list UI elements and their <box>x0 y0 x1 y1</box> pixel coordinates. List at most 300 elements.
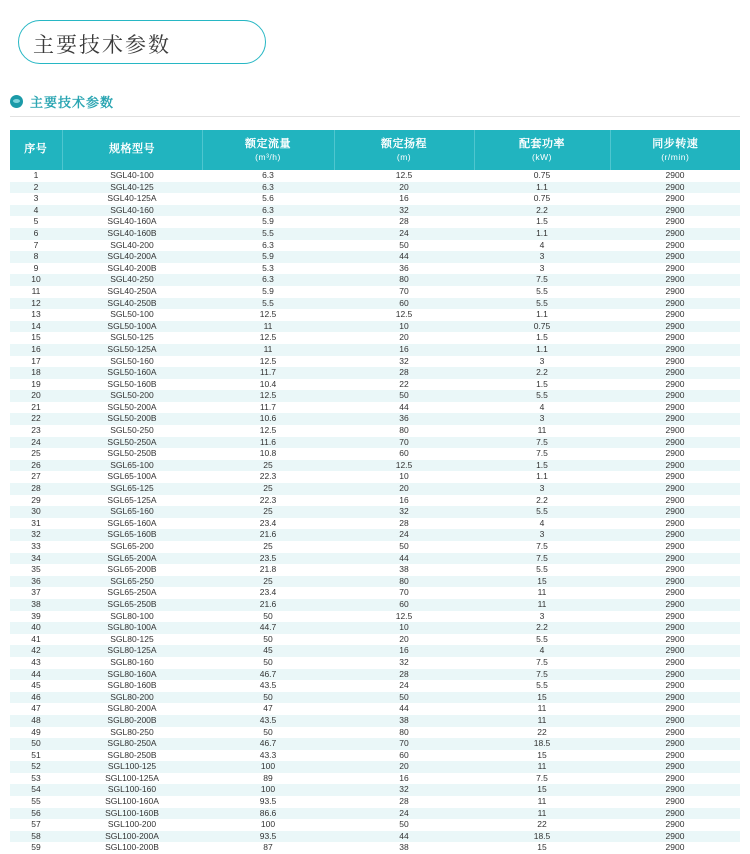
table-cell: 12.5 <box>395 459 413 470</box>
table-cell: SGL50-250 <box>110 425 154 436</box>
table-cell: 0.75 <box>533 193 551 204</box>
table-cell: 38 <box>399 842 409 853</box>
table-cell: 100 <box>260 784 276 795</box>
table-cell: 2900 <box>665 239 685 250</box>
table-row <box>10 471 740 483</box>
heading-divider <box>10 116 740 117</box>
table-row <box>10 842 740 854</box>
table-cell: 3 <box>539 483 545 494</box>
table-cell: 24 <box>31 436 41 447</box>
table-cell: 28 <box>399 367 409 378</box>
table-cell: 87 <box>263 842 273 853</box>
table-cell: 57 <box>31 819 41 830</box>
column-header-model-label: 规格型号 <box>109 143 155 156</box>
table-cell: 16 <box>399 645 409 656</box>
table-cell: 11 <box>263 343 273 354</box>
table-row <box>10 576 740 588</box>
table-cell: 22 <box>537 819 547 830</box>
table-cell: 36 <box>31 575 41 586</box>
table-row <box>10 413 740 425</box>
table-cell: 58 <box>31 830 41 841</box>
table-cell: 2900 <box>665 425 685 436</box>
table-cell: 2900 <box>665 656 685 667</box>
table-cell: 11 <box>537 807 547 818</box>
table-cell: 2900 <box>665 622 685 633</box>
table-row <box>10 657 740 669</box>
table-cell: SGL65-200 <box>110 541 154 551</box>
table-cell: 50 <box>263 633 273 644</box>
table-cell: 43 <box>31 656 41 667</box>
table-cell: 11 <box>537 703 547 714</box>
table-cell: SGL80-100A <box>107 622 157 633</box>
table-cell: 38 <box>399 564 409 575</box>
table-cell: 19 <box>31 378 41 389</box>
table-cell: 1 <box>33 170 39 180</box>
table-cell: 3 <box>539 413 545 424</box>
table-row <box>10 692 740 704</box>
table-header <box>10 130 740 170</box>
table-cell: SGL100-125A <box>105 772 159 783</box>
table-cell: 22.3 <box>259 494 277 505</box>
table-cell: 5.6 <box>262 193 274 204</box>
table-cell: 30 <box>31 506 41 517</box>
table-cell: 26 <box>31 459 41 470</box>
table-cell: 46 <box>31 691 41 702</box>
table-row <box>10 367 740 379</box>
column-header-power <box>474 130 610 170</box>
table-cell: 2900 <box>665 691 685 702</box>
table-cell: SGL50-160 <box>110 355 154 366</box>
table-cell: 50 <box>399 541 409 551</box>
table-cell: 3 <box>539 529 545 540</box>
table-cell: SGL65-100A <box>107 471 157 482</box>
table-cell: 4 <box>539 517 545 528</box>
table-cell: 11.7 <box>260 367 276 378</box>
table-row <box>10 263 740 275</box>
table-cell: 10.4 <box>259 378 277 389</box>
table-cell: 7.5 <box>536 668 548 679</box>
table-row <box>10 738 740 750</box>
table-cell: 5.5 <box>536 633 548 644</box>
table-cell: 32 <box>31 529 41 540</box>
table-row <box>10 483 740 495</box>
table-cell: 28 <box>399 668 409 679</box>
table-cell: 21.6 <box>259 529 277 540</box>
table-cell: 2 <box>33 181 39 192</box>
table-cell: 7.5 <box>536 448 548 459</box>
table-cell: 44 <box>399 830 409 841</box>
table-cell: 4 <box>539 401 545 412</box>
table-cell: 70 <box>399 436 409 447</box>
table-cell: 46.7 <box>259 668 277 679</box>
table-cell: SGL80-250B <box>107 749 157 760</box>
table-cell: 34 <box>31 552 41 563</box>
table-cell: 2900 <box>665 332 685 343</box>
table-cell: 2900 <box>665 587 685 598</box>
table-cell: 20 <box>399 483 409 494</box>
table-cell: 46.7 <box>259 738 277 749</box>
table-cell: 16 <box>399 343 409 354</box>
table-cell: 2900 <box>665 610 685 621</box>
table-cell: 3 <box>33 193 39 204</box>
table-cell: 70 <box>399 285 409 296</box>
table-row <box>10 425 740 437</box>
table-cell: 7.5 <box>536 541 548 551</box>
table-cell: 2900 <box>665 285 685 296</box>
table-cell: 42 <box>31 645 41 656</box>
table-row <box>10 228 740 240</box>
table-row <box>10 564 740 576</box>
table-cell: 17 <box>31 355 41 366</box>
table-cell: SGL100-160 <box>107 784 157 795</box>
table-cell: SGL50-250B <box>107 448 157 459</box>
table-cell: 7.5 <box>536 552 548 563</box>
table-cell: 40 <box>31 622 41 633</box>
table-cell: SGL65-160 <box>110 506 154 517</box>
table-cell: 25 <box>263 575 273 586</box>
table-cell: 15 <box>537 749 547 760</box>
table-cell: 2900 <box>665 703 685 714</box>
table-cell: SGL65-160A <box>107 517 157 528</box>
table-cell: 51 <box>31 749 41 760</box>
table-row <box>10 715 740 727</box>
table-cell: 11 <box>537 714 547 725</box>
section-heading <box>10 92 114 111</box>
table-cell: 11 <box>31 285 41 296</box>
table-cell: SGL100-160B <box>105 807 159 818</box>
table-cell: 16 <box>31 343 41 354</box>
table-cell: 16 <box>399 193 409 204</box>
table-cell: 2900 <box>665 714 685 725</box>
table-cell: 12.5 <box>259 355 277 366</box>
table-cell: 47 <box>263 703 273 714</box>
table-cell: 41 <box>31 633 41 644</box>
table-row <box>10 831 740 843</box>
table-cell: 5.9 <box>262 285 274 296</box>
table-cell: 0.75 <box>533 170 551 180</box>
table-header-row <box>10 130 740 170</box>
table-cell: 10 <box>31 274 41 285</box>
table-cell: 5.5 <box>536 297 548 308</box>
page-title-pill <box>18 20 266 64</box>
table-cell: 93.5 <box>259 796 277 807</box>
table-cell: 7.5 <box>536 274 548 285</box>
table-cell: 2900 <box>665 796 685 807</box>
table-cell: 6.3 <box>262 274 274 285</box>
column-header-flow-unit: (m³/h) <box>255 151 281 162</box>
table-cell: 15 <box>31 332 41 343</box>
table-cell: 12 <box>31 297 41 308</box>
table-cell: 12.5 <box>259 425 277 436</box>
table-cell: 27 <box>31 471 41 482</box>
table-row <box>10 553 740 565</box>
table-cell: 2900 <box>665 726 685 737</box>
table-cell: SGL40-160B <box>107 227 157 238</box>
table-cell: SGL50-200A <box>107 401 157 412</box>
table-cell: 12.5 <box>395 309 413 320</box>
table-cell: SGL100-200A <box>105 830 159 841</box>
table-cell: 2900 <box>665 448 685 459</box>
table-cell: 37 <box>31 587 41 598</box>
table-cell: 5.5 <box>536 285 548 296</box>
table-row <box>10 402 740 414</box>
table-cell: 32 <box>399 204 409 215</box>
table-cell: 1.5 <box>536 459 548 470</box>
table-cell: SGL65-200A <box>107 552 157 563</box>
table-row <box>10 611 740 623</box>
table-cell: SGL65-125A <box>107 494 157 505</box>
table-cell: 2900 <box>665 401 685 412</box>
spec-table-container <box>10 130 740 854</box>
table-row <box>10 587 740 599</box>
table-cell: 44 <box>399 401 409 412</box>
table-cell: 48 <box>31 714 41 725</box>
table-cell: 60 <box>399 448 409 459</box>
table-cell: SGL50-100A <box>107 320 157 331</box>
table-cell: 23 <box>31 425 41 436</box>
table-cell: 38 <box>31 598 41 609</box>
table-cell: 2900 <box>665 668 685 679</box>
table-cell: 32 <box>399 355 409 366</box>
table-cell: SGL50-160B <box>107 378 157 389</box>
table-cell: SGL40-100 <box>110 170 154 180</box>
table-cell: 12.5 <box>259 309 277 320</box>
table-cell: 6.3 <box>262 181 274 192</box>
column-header-index-label: 序号 <box>24 143 48 156</box>
table-cell: 16 <box>399 494 409 505</box>
table-cell: SGL50-125 <box>110 332 154 343</box>
table-cell: 11 <box>537 796 547 807</box>
column-header-head-unit: (m) <box>396 151 412 162</box>
table-cell: 5.3 <box>262 262 274 273</box>
table-cell: 5.5 <box>536 390 548 401</box>
table-cell: SGL80-250 <box>110 726 154 737</box>
table-cell: 2900 <box>665 575 685 586</box>
table-row <box>10 622 740 634</box>
table-cell: 22.3 <box>259 471 277 482</box>
table-cell: 5.5 <box>536 680 548 691</box>
table-row <box>10 506 740 518</box>
column-header-flow-label: 额定流量 <box>245 137 291 150</box>
table-cell: 12.5 <box>259 332 277 343</box>
table-cell: SGL80-200A <box>107 703 157 714</box>
table-cell: 80 <box>399 726 409 737</box>
table-cell: 55 <box>31 796 41 807</box>
table-cell: 2900 <box>665 494 685 505</box>
column-header-head-label: 额定扬程 <box>381 137 427 150</box>
table-cell: 5.5 <box>536 506 548 517</box>
table-cell: 2900 <box>665 204 685 215</box>
table-cell: 3 <box>539 610 545 621</box>
table-cell: 15 <box>537 842 547 853</box>
table-row <box>10 750 740 762</box>
table-cell: 4 <box>539 239 545 250</box>
table-cell: 18.5 <box>533 830 551 841</box>
table-cell: 2.2 <box>536 367 548 378</box>
table-cell: 2900 <box>665 541 685 551</box>
table-cell: 2900 <box>665 459 685 470</box>
table-row <box>10 796 740 808</box>
table-cell: 22 <box>399 378 409 389</box>
table-cell: 24 <box>399 227 409 238</box>
table-cell: 1.1 <box>536 309 548 320</box>
table-cell: 2900 <box>665 564 685 575</box>
table-cell: SGL65-100 <box>110 459 154 470</box>
table-row <box>10 680 740 692</box>
table-cell: 12.5 <box>259 390 277 401</box>
table-cell: SGL40-160 <box>110 204 154 215</box>
table-cell: 28 <box>31 483 41 494</box>
table-cell: 2900 <box>665 170 685 180</box>
table-row <box>10 645 740 657</box>
table-cell: 2900 <box>665 761 685 772</box>
table-cell: 60 <box>399 749 409 760</box>
table-cell: 44 <box>399 251 409 262</box>
table-cell: 0.75 <box>533 320 551 331</box>
table-cell: 25 <box>263 459 273 470</box>
table-row <box>10 193 740 205</box>
table-cell: 23.4 <box>259 587 277 598</box>
table-cell: 2900 <box>665 529 685 540</box>
table-cell: 1.5 <box>536 378 548 389</box>
table-cell: 6.3 <box>262 204 274 215</box>
table-cell: 5.5 <box>262 227 274 238</box>
table-cell: 15 <box>537 575 547 586</box>
table-cell: 2900 <box>665 262 685 273</box>
table-cell: 2900 <box>665 343 685 354</box>
table-cell: 50 <box>399 691 409 702</box>
table-cell: 49 <box>31 726 41 737</box>
table-cell: 3 <box>539 262 545 273</box>
table-cell: 11 <box>537 425 547 436</box>
table-cell: 44.7 <box>259 622 277 633</box>
table-cell: 11 <box>263 320 273 331</box>
table-cell: 3 <box>539 251 545 262</box>
table-cell: 12.5 <box>395 170 413 180</box>
column-header-head <box>334 130 474 170</box>
table-cell: 2900 <box>665 390 685 401</box>
table-row <box>10 727 740 739</box>
table-cell: SGL100-200B <box>105 842 159 853</box>
table-row <box>10 182 740 194</box>
table-row <box>10 761 740 773</box>
table-cell: SGL80-200B <box>107 714 157 725</box>
table-cell: 5.5 <box>536 564 548 575</box>
spec-table <box>10 130 740 854</box>
table-cell: 1.5 <box>536 332 548 343</box>
table-cell: 44 <box>31 668 41 679</box>
table-cell: 2900 <box>665 680 685 691</box>
table-cell: 29 <box>31 494 41 505</box>
section-heading-label: 主要技术参数 <box>30 95 115 110</box>
table-cell: SGL80-160A <box>107 668 157 679</box>
table-cell: 2900 <box>665 552 685 563</box>
table-cell: 70 <box>399 738 409 749</box>
table-cell: 21.6 <box>259 598 277 609</box>
table-cell: 20 <box>399 633 409 644</box>
table-row <box>10 448 740 460</box>
table-cell: 24 <box>399 807 409 818</box>
table-cell: 1.1 <box>536 471 548 482</box>
table-cell: SGL50-200 <box>110 390 154 401</box>
table-cell: 22 <box>537 726 547 737</box>
column-header-flow <box>202 130 334 170</box>
table-cell: 28 <box>399 216 409 227</box>
table-cell: 2900 <box>665 181 685 192</box>
table-cell: 23.4 <box>259 517 277 528</box>
table-cell: 20 <box>399 761 409 772</box>
table-cell: SGL80-125 <box>110 633 154 644</box>
table-cell: 2.2 <box>536 622 548 633</box>
table-cell: 28 <box>399 796 409 807</box>
table-cell: 60 <box>399 598 409 609</box>
table-cell: SGL40-200A <box>107 251 157 262</box>
table-cell: 10 <box>399 471 409 482</box>
table-cell: 5.9 <box>262 216 274 227</box>
table-cell: 14 <box>31 320 41 331</box>
table-cell: SGL40-250B <box>107 297 157 308</box>
table-cell: 31 <box>31 517 41 528</box>
table-cell: 28 <box>399 517 409 528</box>
table-cell: 6 <box>33 227 39 238</box>
table-cell: 2900 <box>665 738 685 749</box>
table-cell: 13 <box>31 309 41 320</box>
table-cell: 18.5 <box>533 738 551 749</box>
table-row <box>10 216 740 228</box>
table-cell: 2900 <box>665 193 685 204</box>
table-cell: 44 <box>399 552 409 563</box>
table-cell: SGL50-100 <box>110 309 154 320</box>
table-cell: SGL40-125A <box>107 193 157 204</box>
table-cell: 2900 <box>665 645 685 656</box>
table-row <box>10 321 740 333</box>
table-row <box>10 286 740 298</box>
table-cell: 2900 <box>665 483 685 494</box>
table-cell: 1.5 <box>536 216 548 227</box>
table-cell: 36 <box>399 262 409 273</box>
table-cell: 2900 <box>665 633 685 644</box>
table-cell: 52 <box>31 761 41 772</box>
table-cell: 15 <box>537 691 547 702</box>
table-cell: 15 <box>537 784 547 795</box>
table-cell: 25 <box>263 541 273 551</box>
table-cell: 7 <box>33 239 39 250</box>
circle-bullet-icon <box>10 95 23 108</box>
table-cell: SGL40-160A <box>107 216 157 227</box>
table-cell: 2900 <box>665 309 685 320</box>
table-row <box>10 298 740 310</box>
table-cell: 1.1 <box>536 181 548 192</box>
table-cell: SGL65-200B <box>107 564 157 575</box>
table-cell: 80 <box>399 425 409 436</box>
table-cell: 39 <box>31 610 41 621</box>
table-row <box>10 669 740 681</box>
table-row <box>10 808 740 820</box>
table-cell: 50 <box>263 691 273 702</box>
table-cell: 2900 <box>665 367 685 378</box>
table-cell: 2900 <box>665 819 685 830</box>
table-cell: 6.3 <box>262 239 274 250</box>
table-row <box>10 518 740 530</box>
table-row <box>10 379 740 391</box>
table-cell: 16 <box>399 772 409 783</box>
table-cell: 50 <box>263 726 273 737</box>
table-cell: 7.5 <box>536 436 548 447</box>
table-row <box>10 529 740 541</box>
table-cell: 11.7 <box>260 401 276 412</box>
table-row <box>10 634 740 646</box>
table-cell: 80 <box>399 274 409 285</box>
